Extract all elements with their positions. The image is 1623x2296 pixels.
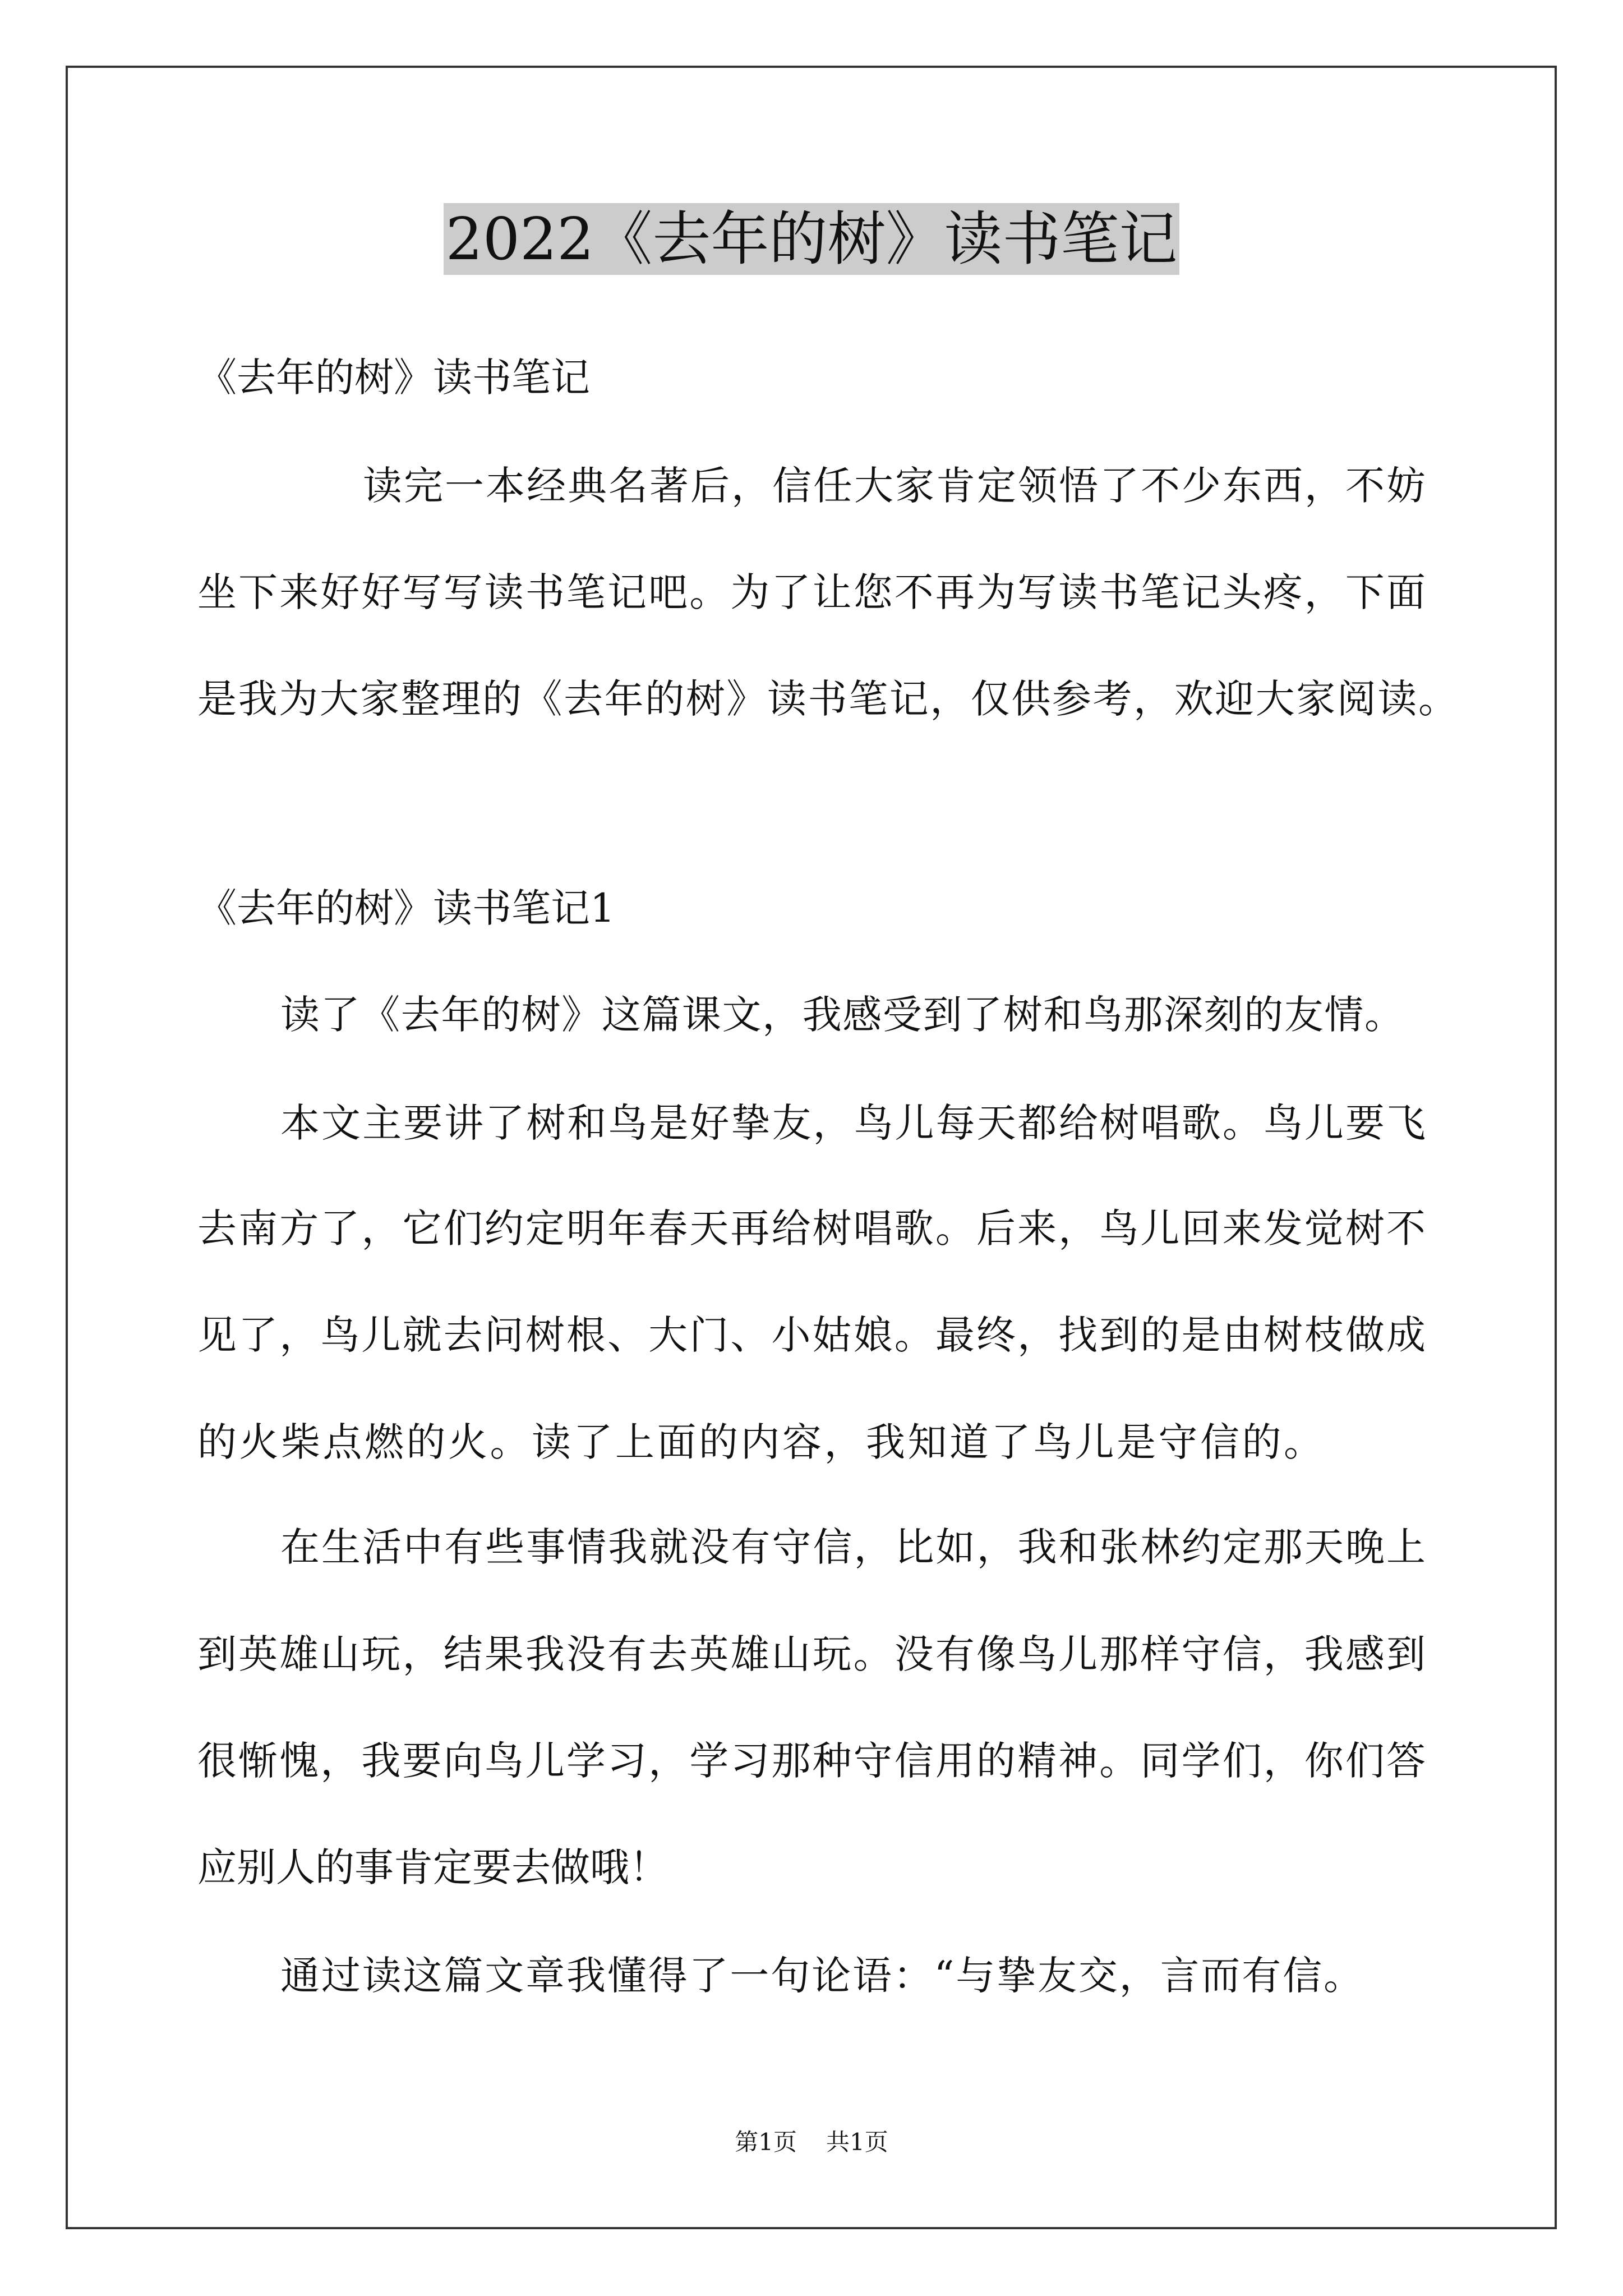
- paragraph-line: 到英雄山玩，结果我没有去英雄山玩。没有像鸟儿那样守信，我感到: [197, 1631, 1426, 1677]
- page-number: 第1页: [735, 2128, 797, 2156]
- page-footer: [0, 2125, 1623, 2159]
- intro-heading: 《去年的树》读书笔记: [197, 355, 590, 401]
- section-heading: 《去年的树》读书笔记1: [197, 885, 615, 931]
- document-title: [0, 203, 1623, 275]
- paragraph-line: 见了，鸟儿就去问树根、大门、小姑娘。最终，找到的是由树枝做成: [197, 1312, 1426, 1358]
- paragraph-line: 应别人的事肯定要去做哦！: [197, 1844, 668, 1890]
- paragraph-line: 本文主要讲了树和鸟是好挚友，鸟儿每天都给树唱歌。鸟儿要飞: [280, 1100, 1426, 1146]
- paragraph-line: 很惭愧，我要向鸟儿学习，学习那种守信用的精神。同学们，你们答: [197, 1738, 1426, 1784]
- paragraph-line: 去南方了，它们约定明年春天再给树唱歌。后来，鸟儿回来发觉树不: [197, 1205, 1426, 1251]
- title-text: 2022《去年的树》读书笔记: [444, 203, 1180, 275]
- paragraph-line: 通过读这篇文章我懂得了一句论语：“与挚友交，言而有信。: [280, 1953, 1363, 1999]
- paragraph-line: 的火柴点燃的火。读了上面的内容，我知道了鸟儿是守信的。: [197, 1419, 1323, 1465]
- paragraph-line: 是我为大家整理的《去年的树》读书笔记，仅供参考，欢迎大家阅读。: [197, 676, 1458, 722]
- paragraph-line: 在生活中有些事情我就没有守信，比如，我和张林约定那天晚上: [280, 1524, 1426, 1570]
- paragraph-line: 坐下来好好写写读书笔记吧。为了让您不再为写读书笔记头疼，下面: [197, 569, 1426, 615]
- paragraph-line: 读完一本经典名著后，信任大家肯定领悟了不少东西，不妨: [363, 463, 1426, 509]
- paragraph-line: 读了《去年的树》这篇课文，我感受到了树和鸟那深刻的友情。: [280, 992, 1404, 1038]
- page-total: 共1页: [826, 2128, 888, 2156]
